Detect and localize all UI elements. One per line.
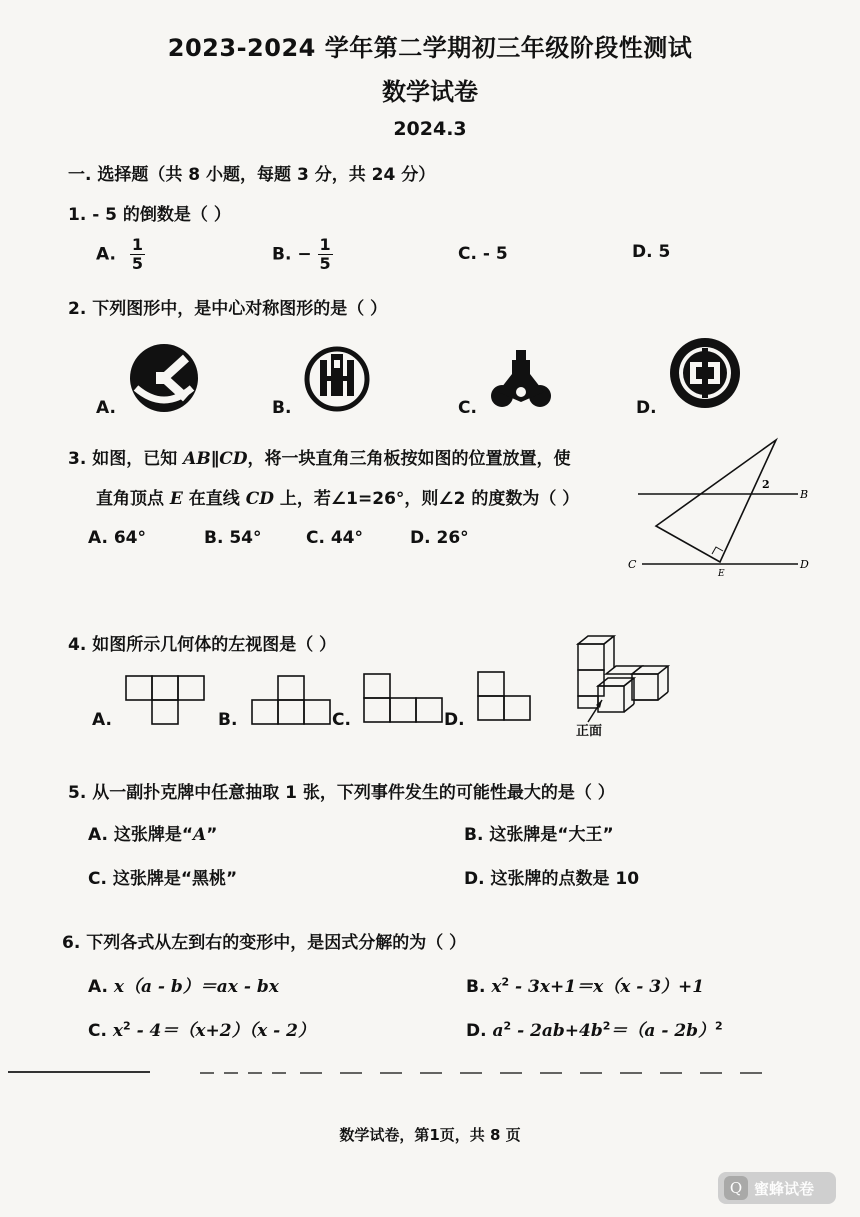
q4-option-b-label[interactable]: B. — [218, 710, 238, 730]
q6-option-d[interactable] — [466, 1016, 723, 1041]
q3-stem2-mid: 在直线 — [182, 489, 246, 509]
section-heading: 一. 选择题（共 8 小题，每题 3 分，共 24 分） — [68, 165, 436, 185]
q1-stem: 1. - 5 的倒数是（ ） — [68, 205, 231, 225]
q5-option-c[interactable]: C. 这张牌是“黑桃” — [88, 869, 238, 889]
q4-view-c-icon — [362, 672, 446, 728]
point-c-label: C — [628, 558, 637, 571]
q3-stem2-post: 上，若∠1=26°，则∠2 的度数为（ ） — [274, 489, 580, 509]
q2-stem: 2. 下列图形中，是中心对称图形的是（ ） — [68, 299, 388, 319]
q6-d-sup1: 2 — [503, 1019, 512, 1033]
q4-view-d-icon — [476, 670, 536, 728]
q6-c-expr1: x — [112, 1021, 123, 1041]
q1-option-a-fraction — [130, 236, 145, 273]
front-label: 正面 — [576, 724, 603, 739]
q3-stem-pre: 3. 如图，已知 — [68, 449, 184, 469]
q3-stem-line2 — [96, 484, 579, 509]
q3-option-b[interactable]: B. 54° — [204, 528, 262, 548]
q6-d-sup3: 2 — [715, 1019, 723, 1033]
q3-cd2: CD — [245, 489, 275, 509]
q3-stem-line1 — [68, 444, 570, 469]
q3-option-d[interactable]: D. 26° — [410, 528, 469, 548]
logo-a-icon — [128, 342, 200, 414]
point-b-label: B — [800, 488, 809, 501]
q6-b-sup: 2 — [501, 975, 510, 989]
q6-stem: 6. 下列各式从左到右的变形中，是因式分解的为（ ） — [62, 933, 467, 953]
q1-a-numerator: 1 — [131, 235, 143, 254]
q1-b-sign: − — [297, 244, 312, 265]
q6-d-sup2: 2 — [602, 1019, 611, 1033]
q5-option-d[interactable]: D. 这张牌的点数是 10 — [464, 869, 640, 889]
q4-stem: 4. 如图所示几何体的左视图是（ ） — [68, 635, 337, 655]
q1-option-c[interactable]: C. - 5 — [458, 244, 508, 264]
q4-option-a-label[interactable]: A. — [92, 710, 112, 730]
q3-option-a[interactable]: A. 64° — [88, 528, 147, 548]
q5-a-post: ” — [206, 825, 218, 845]
q6-d-expr1: a — [492, 1021, 504, 1041]
q6-option-a[interactable] — [88, 972, 279, 997]
q6-b-expr2: - 3x+1＝x（x - 3）+1 — [509, 977, 705, 997]
q1-option-a[interactable] — [96, 236, 145, 273]
right-angle-mark — [712, 547, 723, 554]
watermark-logo-icon: Q — [724, 1176, 748, 1200]
right-triangle — [656, 440, 776, 562]
q2-option-a-label[interactable]: A. — [96, 398, 116, 418]
exam-subject: 数学试卷 — [382, 78, 478, 106]
logo-d-icon — [668, 336, 742, 410]
q5-a-pre: A. 这张牌是“ — [88, 825, 194, 845]
page-divider — [0, 1066, 860, 1078]
page-footer: 数学试卷，第1页，共 8 页 — [339, 1126, 521, 1144]
q1-b-numerator: 1 — [319, 235, 331, 254]
q2-option-b-label[interactable]: B. — [272, 398, 292, 418]
q5-option-b[interactable]: B. 这张牌是“大王” — [464, 825, 614, 845]
q3-geometry-figure — [620, 436, 820, 586]
q6-a-expr: x（a - b）＝ax - bx — [113, 977, 279, 997]
q4-view-a-icon — [124, 674, 208, 728]
q6-c-label: C. — [88, 1021, 107, 1041]
watermark-badge — [718, 1172, 836, 1204]
q3-option-c[interactable]: C. 44° — [306, 528, 364, 548]
logo-c-icon — [488, 348, 554, 414]
watermark-text: 蜜蜂试卷 — [754, 1180, 815, 1198]
q6-b-expr1: x — [491, 977, 502, 997]
q6-c-sup: 2 — [123, 1019, 131, 1033]
logo-b-icon — [304, 346, 370, 412]
q6-option-c[interactable] — [88, 1016, 315, 1041]
q6-d-expr2: - 2ab+4b — [511, 1021, 603, 1041]
q3-ab: AB — [183, 449, 211, 469]
exam-title: 2023-2024 学年第二学期初三年级阶段性测试 — [167, 34, 693, 62]
q5-stem: 5. 从一副扑克牌中任意抽取 1 张，下列事件发生的可能性最大的是（ ） — [68, 783, 615, 803]
q1-option-b-fraction — [318, 236, 333, 273]
point-e-label: E — [718, 569, 725, 579]
q4-option-c-label[interactable]: C. — [332, 710, 351, 730]
q5-a-letter: A — [193, 825, 207, 845]
q5-option-a[interactable] — [88, 820, 217, 845]
q1-option-b[interactable] — [272, 236, 333, 273]
q4-option-d-label[interactable]: D. — [444, 710, 465, 730]
q6-d-expr3: ＝（a - 2b） — [610, 1021, 716, 1041]
q6-c-expr2: - 4＝（x+2）（x - 2） — [130, 1021, 315, 1041]
q6-b-label: B. — [466, 977, 486, 997]
q1-option-a-label: A. — [96, 244, 116, 265]
q2-option-d-label[interactable]: D. — [636, 398, 657, 418]
angle-2-label: 2 — [762, 478, 770, 491]
q1-option-b-label: B. — [272, 244, 292, 265]
exam-date: 2024.3 — [393, 118, 467, 140]
q3-stem-post: ，将一块直角三角板按如图的位置放置，使 — [247, 449, 571, 469]
point-d-label: D — [800, 558, 809, 571]
q4-solid-figure-icon — [572, 634, 684, 734]
q4-view-b-icon — [250, 674, 334, 728]
q6-option-b[interactable] — [466, 972, 704, 997]
q1-option-d[interactable]: D. 5 — [632, 242, 671, 262]
q3-parallel: ∥ — [210, 449, 220, 469]
q3-e: E — [169, 489, 183, 509]
q3-cd: CD — [219, 449, 248, 469]
q6-d-label: D. — [466, 1021, 487, 1041]
q2-option-c-label[interactable]: C. — [458, 398, 477, 418]
q3-stem2-pre: 直角顶点 — [96, 489, 170, 509]
q1-b-denominator: 5 — [319, 254, 331, 273]
q6-a-label: A. — [88, 977, 108, 997]
q1-a-denominator: 5 — [131, 254, 143, 273]
